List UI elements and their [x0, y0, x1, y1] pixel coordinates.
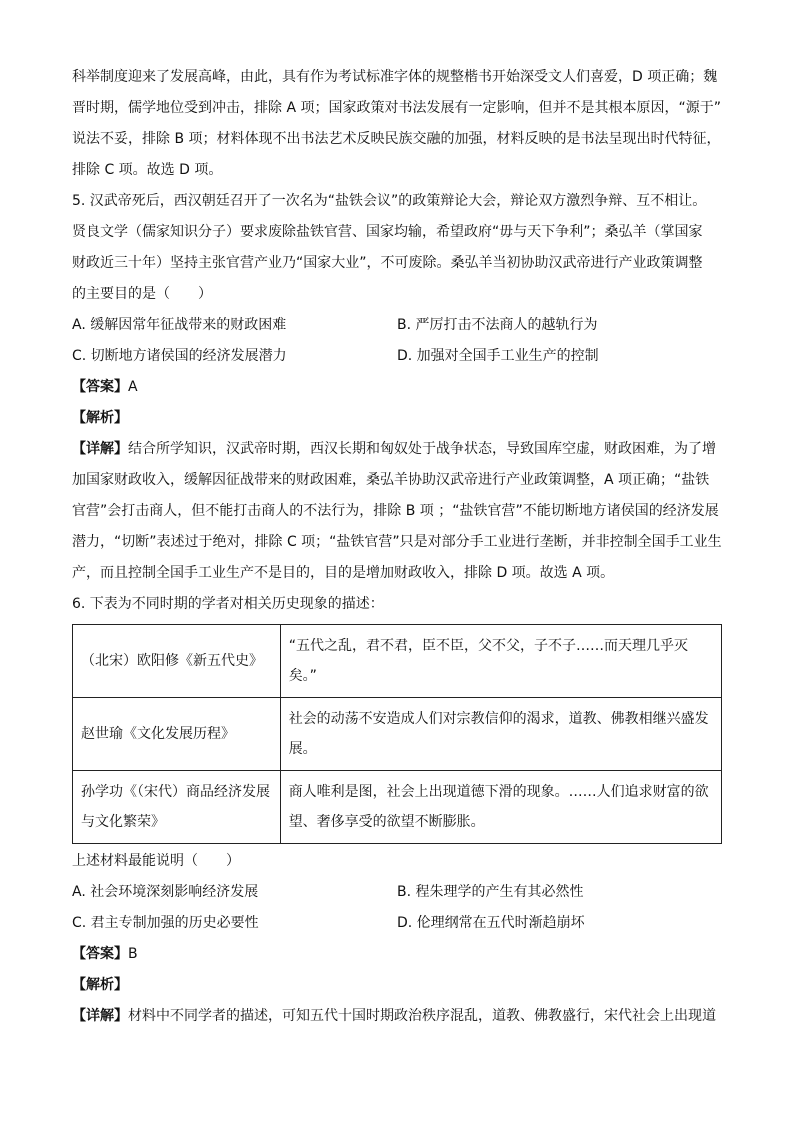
- question-6: [72, 589, 722, 1032]
- option-b: B. 严厉打击不法商人的越轨行为: [397, 317, 598, 333]
- table-cell-text: “五代之乱，君不君，臣不臣，父不父，子不子……而天理几乎灭矣。”: [280, 625, 721, 698]
- option-a: A. 社会环境深刻影响经济发展: [72, 884, 259, 900]
- question-stem: 财政近三十年）坚持主张官营产业乃“国家大业”，不可废除。桑弘羊当初协助汉武帝进行产业政策调整: [72, 255, 703, 271]
- analysis-tag: 【解析】: [72, 977, 128, 993]
- table-row: [73, 698, 722, 771]
- scholar-table: [72, 624, 722, 844]
- answer-value: B: [128, 946, 138, 962]
- text-line: 科举制度迎来了发展高峰，由此，具有作为考试标准字体的规整楷书开始深受文人们喜爱，D 项正确；魏: [72, 69, 718, 85]
- option-c: C. 君主专制加强的历史必要性: [72, 915, 259, 931]
- text-line: 晋时期，儒学地位受到冲击，排除 A 项；国家政策对书法发展有一定影响，但并不是其根本原因，“源于”: [72, 100, 721, 116]
- detail-text: 材料中不同学者的描述，可知五代十国时期政治秩序混乱，道教、佛教盛行，宋代社会上出现道: [128, 1008, 716, 1024]
- analysis-tag: 【解析】: [72, 410, 128, 426]
- answer-line: [72, 939, 722, 970]
- table-cell-source: 孙学功《（宋代）商品经济发展与文化繁荣》: [73, 771, 281, 844]
- option-row: [72, 341, 722, 372]
- option-row: [72, 877, 722, 908]
- question-prompt: 上述材料最能说明（ ）: [72, 853, 240, 869]
- option-d: D. 伦理纲常在五代时渐趋崩坏: [397, 915, 585, 931]
- table-row: [73, 625, 722, 698]
- question-stem: 5. 汉武帝死后，西汉朝廷召开了一次名为“盐铁会议”的政策辩论大会，辩论双方激烈争辩、互不相让。: [72, 193, 707, 209]
- option-b: B. 程朱理学的产生有其必然性: [397, 884, 584, 900]
- detail-line: [72, 434, 722, 465]
- continued-explanation: [72, 62, 722, 186]
- table-cell-source: 赵世瑜《文化发展历程》: [73, 698, 281, 771]
- option-row: [72, 908, 722, 939]
- table-cell-text: 社会的动荡不安造成人们对宗教信仰的渴求，道教、佛教相继兴盛发展。: [280, 698, 721, 771]
- detail-line: 加国家财政收入，缓解因征战带来的财政困难，桑弘羊协助汉武帝进行产业政策调整，A 项正确；“盐铁: [72, 472, 710, 488]
- table-cell-source: （北宋）欧阳修《新五代史》: [73, 625, 281, 698]
- table-row: [73, 771, 722, 844]
- option-d: D. 加强对全国手工业生产的控制: [397, 348, 599, 364]
- answer-value: A: [128, 379, 138, 395]
- option-row: [72, 310, 722, 341]
- answer-line: [72, 372, 722, 403]
- option-a: A. 缓解因常年征战带来的财政困难: [72, 317, 287, 333]
- answer-tag: 【答案】: [72, 946, 128, 962]
- question-stem: 贤良文学（儒家知识分子）要求废除盐铁官营、国家均输，希望政府“毋与天下争利”；桑弘羊（掌国家: [72, 224, 703, 240]
- question-stem: 的主要目的是（ ）: [72, 286, 212, 302]
- detail-line: 潜力，“切断”表述过于绝对，排除 C 项；“盐铁官营”只是对部分手工业进行垄断，并非控制全国手工业生: [72, 534, 722, 550]
- text-line: 说法不妥，排除 B 项；材料体现不出书法艺术反映民族交融的加强，材料反映的是书法呈现出时代特征，: [72, 131, 721, 147]
- table-cell-text: 商人唯利是图，社会上出现道德下滑的现象。……人们追求财富的欲望、奢侈享受的欲望不断膨胀。: [280, 771, 721, 844]
- question-5: [72, 186, 722, 589]
- text-line: 排除 C 项。故选 D 项。: [72, 162, 223, 178]
- detail-line: [72, 1001, 722, 1032]
- answer-tag: 【答案】: [72, 379, 128, 395]
- detail-tag: 【详解】: [72, 441, 128, 457]
- question-stem: 6. 下表为不同时期的学者对相关历史现象的描述：: [72, 596, 384, 612]
- option-c: C. 切断地方诸侯国的经济发展潜力: [72, 348, 287, 364]
- detail-text: 结合所学知识，汉武帝时期，西汉长期和匈奴处于战争状态，导致国库空虚，财政困难，为了增: [128, 441, 716, 457]
- document-page: [72, 62, 722, 1032]
- detail-line: 产，而且控制全国手工业生产不是目的，目的是增加财政收入，排除 D 项。故选 A 项。: [72, 565, 615, 581]
- detail-tag: 【详解】: [72, 1008, 128, 1024]
- detail-line: 官营”会打击商人，但不能打击商人的不法行为，排除 B 项 ；“盐铁官营”不能切断地方诸侯国的经济发展: [72, 503, 719, 519]
